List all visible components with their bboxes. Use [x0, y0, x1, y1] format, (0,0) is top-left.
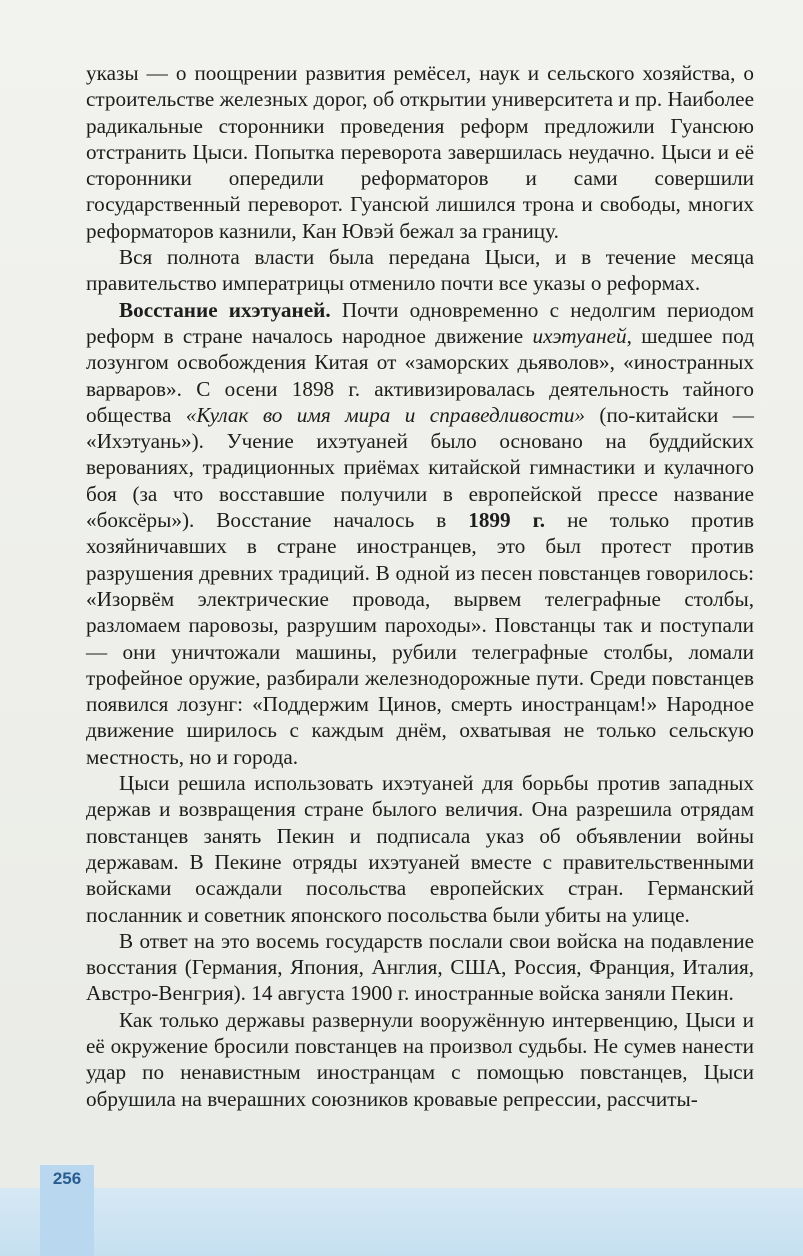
paragraph-1: указы — о поощрении развития ремёсел, наук и сельского хозяйства, о строительстве железных дорог, об открытии университета и пр. Наиболее радикальные сторонники проведения реформ предложили Гуансюю отстранить Цыси. Попытка переворота завершилась неудачно. Цыси и её сторонники опередили реформаторов и сами совершили государственный переворот. Гуансюй лишился трона и свободы, многих реформаторов казнили, Кан Ювэй бежал за границу.	[86, 61, 754, 243]
paragraph-3	[86, 297, 754, 770]
term-ihetuan: ихэтуаней	[532, 323, 627, 348]
paragraph-3-text-4: не только против хозяйничавших в стране иностранцев, это был протест против разрушения древних традиций. В одной из песен повстанцев говорилось: «Изорвём электрические провода, вырвем телеграфные столбы, разломаем паровозы, разрушим пароходы». Повстанцы так и поступали — они уничтожали машины, рубили телеграфные столбы, ломали трофейное оружие, разбирали железнодорожные пути. Среди повстанцев появился лозунг: «Поддержим Цинов, смерть иностранцам!» Народное движение ширилось с каждым днём, охватывая не только сельскую местность, но и города.	[86, 508, 754, 769]
section-heading: Восстание ихэтуаней.	[119, 297, 331, 322]
paragraph-3-text-2: , шедшее под лозунгом освобождения Китая от «заморских дьяволов», «иностранных варваров». С осени 1898 г. активизировалась деятельность тайного общества	[86, 323, 754, 427]
paragraph-4: Цыси решила использовать ихэтуаней для борьбы против западных держав и возвращения стране былого величия. Она разрешила отрядам повстанцев занять Пекин и подписала указ об объявлении войны державам. В Пекине отряды ихэтуаней вместе с правительственными войсками осаждали посольства европейских стран. Германский посланник и советник японского посольства были убиты на улице.	[86, 771, 754, 927]
text-column	[86, 60, 754, 1112]
paragraph-2: Вся полнота власти была передана Цыси, и в течение месяца правительство императрицы отменило почти все указы о реформах.	[86, 245, 754, 296]
paragraph-5: В ответ на это восемь государств послали свои войска на подавление восстания (Германия, Япония, Англия, США, Россия, Франция, Италия, Австро-Венгрия). 14 августа 1900 г. иностранные войска заняли Пекин.	[86, 928, 754, 1006]
term-society-name: «Кулак во имя мира и справедливости»	[185, 402, 586, 427]
paragraph-3-text-1: Почти одновременно с недолгим периодом реформ в стране началось народное движение	[86, 297, 754, 348]
footer-band	[0, 1188, 803, 1256]
paragraph-3-text-3: (по-китайски — «Ихэтуань»). Учение ихэтуаней было основано на буддийских верованиях, традиционных приёмах китайской гимнастики и кулачного боя (за что восставшие получили в европейской прессе название «боксёры»). Восстание началось в	[86, 402, 754, 533]
page-number: 256	[52, 1169, 82, 1188]
paragraph-6: Как только державы развернули вооружённую интервенцию, Цыси и её окружение бросили повстанцев на произвол судьбы. Не сумев нанести удар по ненавистным иностранцам с помощью повстанцев, Цыси обрушила на вчерашних союзников кровавые репрессии, рассчиты-	[86, 1007, 754, 1111]
year-highlight: 1899 г.	[468, 508, 546, 533]
